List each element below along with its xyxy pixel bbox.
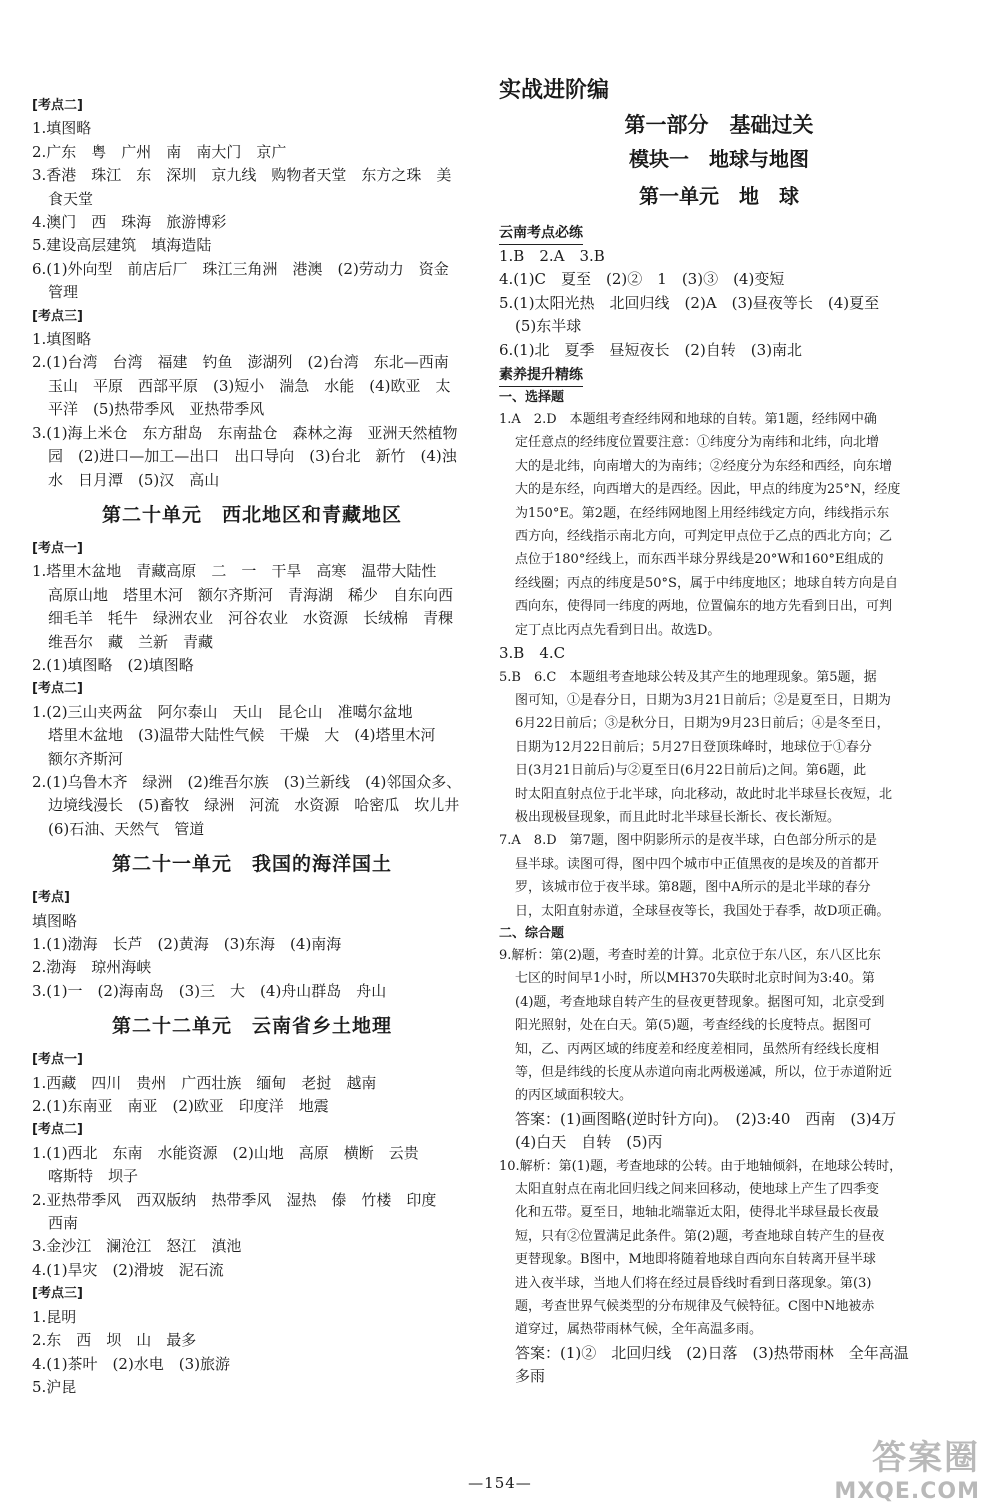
answer-line: 1.B 2.A 3.B bbox=[499, 247, 605, 265]
answer-line: 3.(1)一 (2)海南岛 (3)三 大 (4)舟山群岛 舟山 bbox=[32, 981, 387, 1000]
explanation-q10 bbox=[499, 1155, 939, 1342]
answer-line: 7.A 8.D 第7题，图中阴影所示的是夜半球，白色部分所示的是 bbox=[499, 833, 877, 849]
answer-line: 6.(1)北 夏季 昼短夜长 (2)自转 (3)南北 bbox=[499, 340, 803, 359]
answer-line: (4)题，考查地球自转产生的昼夜更替现象。据图可知，北京受到 bbox=[515, 994, 885, 1010]
answer-line: (5)东半球 bbox=[515, 317, 582, 336]
kaodian-tag: [考点二] bbox=[32, 98, 83, 113]
answer-line: 2.东 西 坝 山 最多 bbox=[32, 1331, 197, 1350]
left-column bbox=[32, 94, 472, 1399]
answer-line: 答案：(1)② 北回归线 (2)日落 (3)热带雨林 全年高温 bbox=[515, 1343, 909, 1362]
answer-line: (4)白天 自转 (5)丙 bbox=[515, 1133, 663, 1152]
answer-line: 的丙区域面积较大。 bbox=[515, 1088, 633, 1104]
answer-line: 西方向，经线指示南北方向，可判定甲点位于乙点的西北方向；乙 bbox=[515, 529, 893, 545]
answer-line: 更替现象。B图中，M地即将随着地球自西向东自转离开昼半球 bbox=[515, 1252, 876, 1268]
answer-line: 2.(1)台湾 台湾 福建 钓鱼 澎湖列 (2)台湾 东北—西南 bbox=[32, 353, 449, 372]
answer-line: (6)石油、天然气 管道 bbox=[48, 819, 205, 838]
answer-line: 时太阳直射点位于北半球，向北移动，故此时北半球昼长夜短，北 bbox=[515, 786, 893, 802]
answer-line: 经线圈；丙点的纬度是50°S，属于中纬度地区；地球自转方向是自 bbox=[515, 575, 898, 591]
answer-line: 2.(1)乌鲁木齐 绿洲 (2)维吾尔族 (3)兰新线 (4)邻国众多、 bbox=[32, 772, 462, 791]
answer-line: 2.亚热带季风 西双版纳 热带季风 湿热 傣 竹楼 印度 bbox=[32, 1190, 437, 1209]
answer-line: 喀斯特 坝子 bbox=[48, 1167, 139, 1186]
answer-line: 罗，该城市位于夜半球。第8题，图中A所示的是北半球的春分 bbox=[515, 880, 871, 896]
answer-line: 园 (2)进口—加工—出口 出口导向 (3)台北 新竹 (4)浊 bbox=[48, 447, 457, 466]
answer-line: 2.广东 粤 广州 南 南大门 京广 bbox=[32, 142, 287, 161]
answer-line: 5.B 6.C 本题组考查地球公转及其产生的地理现象。第5题，据 bbox=[499, 669, 877, 685]
answer-line: 定丁点比丙点先看到日出。故选D。 bbox=[515, 622, 721, 638]
answer-line: 1.西藏 四川 贵州 广西壮族 缅甸 老挝 越南 bbox=[32, 1073, 377, 1092]
watermark-url: MXQE.COM bbox=[834, 1479, 980, 1504]
answer-line: 塔里木盆地 (3)温带大陆性气候 干燥 大 (4)塔里木河 bbox=[48, 726, 436, 745]
kaodian-tag: [考点二] bbox=[32, 681, 83, 697]
answer-line: 1.(1)渤海 长芦 (2)黄海 (3)东海 (4)南海 bbox=[32, 935, 342, 953]
watermark-logo bbox=[834, 1430, 984, 1504]
question-type-heading: 二、综合题 bbox=[499, 925, 565, 941]
answer-line: 3.(1)海上米仓 东方甜岛 东南盐仓 森林之海 亚洲天然植物 bbox=[32, 423, 458, 442]
answer-line: 答案：(1)画图略(逆时针方向)。 (2)3:40 西南 (3)4万 bbox=[515, 1109, 897, 1128]
answer-line: 5.(1)太阳光热 北回归线 (2)A (3)昼夜等长 (4)夏至 bbox=[499, 293, 880, 312]
watermark-text: 答案圈 bbox=[872, 1438, 980, 1478]
answer-line: 细毛羊 牦牛 绿洲农业 河谷农业 水资源 长绒棉 青稞 bbox=[48, 609, 454, 628]
answer-line: 5.建设高层建筑 填海造陆 bbox=[32, 236, 212, 255]
answer-line: 6月22日前后；③是秋分日，日期为9月23日前后；④是冬至日， bbox=[515, 716, 890, 732]
right-column bbox=[499, 74, 939, 1389]
answer-line: 图可知，①是春分日，日期为3月21日前后；②是夏至日，日期为 bbox=[515, 692, 891, 708]
answer-line: 平洋 (5)热带季风 亚热带季风 bbox=[48, 400, 265, 419]
kaodian-tag: [考点一] bbox=[32, 540, 83, 556]
answer-line: 题，考查世界气候类型的分布规律及气候特征。C图中N地被赤 bbox=[515, 1299, 875, 1315]
answer-line: 9.解析：第(2)题，考查时差的计算。北京位于东八区，东八区比东 bbox=[499, 947, 881, 963]
answer-line: 水 日月潭 (5)汉 高山 bbox=[48, 470, 220, 489]
answer-line: 1.昆明 bbox=[32, 1307, 77, 1326]
answer-line: 维吾尔 藏 兰新 青藏 bbox=[48, 632, 214, 651]
answer-line: 为150°E。第2题，在经纬网地图上用经纬线定方向，纬线指示东 bbox=[515, 505, 890, 521]
kd2-block bbox=[32, 117, 472, 304]
answer-line: 1.A 2.D 本题组考查经纬网和地球的自转。第1题，经纬网中确 bbox=[499, 412, 877, 428]
answer-line: 1.(1)西北 东南 水能资源 (2)山地 高原 横断 云贵 bbox=[32, 1143, 419, 1162]
answer-line: 6.(1)外向型 前店后厂 珠江三角洲 港澳 (2)劳动力 资金 bbox=[32, 259, 449, 278]
answer-line: 4.澳门 西 珠海 旅游博彩 bbox=[32, 213, 227, 232]
module-title: 模块一 地球与地图 bbox=[629, 147, 809, 171]
answer-line: 大的是东经，向西增大的是西经。因此，甲点的纬度为25°N，经度 bbox=[515, 482, 901, 498]
answer-line: 4.(1)旱灾 (2)滑坡 泥石流 bbox=[32, 1260, 224, 1279]
answer-line: 日，太阳直射赤道，全球昼夜等长，我国处于春季，故D项正确。 bbox=[515, 903, 890, 919]
answer-line: 2.(1)东南亚 南亚 (2)欧亚 印度洋 地震 bbox=[32, 1097, 329, 1116]
answer-line: 道穿过，属热带雨林气候，全年高温多雨。 bbox=[515, 1322, 763, 1338]
answer-line: 极出现极昼现象，而且此时北半球昼长渐长、夜长渐短。 bbox=[515, 809, 841, 825]
answer-line: 化和五带。夏至日，地轴北端靠近太阳，使得北半球昼最长夜最 bbox=[515, 1205, 880, 1221]
answer-line: 等，但是纬线的长度从赤道向南北两极递减，所以，位于赤道附近 bbox=[515, 1065, 893, 1080]
answer-line: 3.B 4.C bbox=[499, 644, 566, 663]
unit-title: 第二十二单元 云南省乡土地理 bbox=[111, 1015, 392, 1038]
answer-line: 阳光照射，处在白天。第(5)题，考查经线的长度特点。据图可 bbox=[515, 1018, 872, 1034]
part-title: 实战进阶编 bbox=[499, 78, 610, 103]
explanation-q9 bbox=[499, 944, 939, 1108]
answer-line: 5.沪昆 bbox=[32, 1377, 77, 1396]
answer-line: 1.填图略 bbox=[32, 119, 92, 138]
kd3-block bbox=[32, 328, 472, 492]
answer-line: 短，只有②位置满足此条件。第(2)题，考查地球自转产生的昼夜 bbox=[515, 1228, 885, 1244]
answer-line: 高原山地 塔里木河 额尔齐斯河 青海湖 稀少 自东向西 bbox=[48, 585, 454, 604]
answer-line: 进入夜半球，当地人们将在经过晨昏线时看到日落现象。第(3) bbox=[515, 1275, 872, 1291]
answer-line: 1.(2)三山夹两盆 阿尔泰山 天山 昆仑山 准噶尔盆地 bbox=[32, 702, 413, 721]
answer-line: 西向东，使得同一纬度的两地，位置偏东的地方先看到日出，可判 bbox=[515, 599, 893, 615]
question-type-heading: 一、选择题 bbox=[499, 390, 565, 406]
unit-title: 第二十单元 西北地区和青藏地区 bbox=[101, 503, 402, 526]
answer-line: 边境线漫长 (5)畜牧 绿洲 河流 水资源 哈密瓜 坎儿井 bbox=[48, 796, 460, 815]
kaodian-tag: [考点一] bbox=[32, 1052, 83, 1068]
unit-title: 第一单元 地 球 bbox=[639, 184, 799, 208]
answer-line: 10.解析：第(1)题，考查地球的公转。由于地轴倾斜，在地球公转时， bbox=[499, 1158, 903, 1174]
answer-line: 日期为12月22日前后；5月27日登顶珠峰时，地球位于①春分 bbox=[515, 739, 872, 755]
practice-section-title: 云南考点必练 bbox=[499, 222, 583, 245]
answer-line: 4.(1)茶叶 (2)水电 (3)旅游 bbox=[32, 1354, 231, 1373]
answer-line: 2.(1)填图略 (2)填图略 bbox=[32, 655, 194, 674]
practice-section-title: 素养提升精练 bbox=[499, 364, 583, 387]
answer-line: 知，乙、丙两区域的纬度差和经度差相同，虽然所有经线长度相 bbox=[515, 1041, 880, 1057]
answer-line: 日(3月21日前后)与②夏至日(6月22日前后)之间。第6题，此 bbox=[515, 763, 867, 779]
answer-line: 填图略 bbox=[32, 911, 78, 930]
explanation-q1 bbox=[499, 408, 939, 642]
answer-line: 3.香港 珠江 东 深圳 京九线 购物者天堂 东方之珠 美 bbox=[32, 166, 452, 185]
answer-line: 4.(1)C 夏至 (2)② 1 (3)③ (4)变短 bbox=[499, 270, 785, 289]
answer-line: 食天堂 bbox=[48, 189, 94, 208]
answer-line: 玉山 平原 西部平原 (3)短小 湍急 水能 (4)欧亚 太 bbox=[48, 376, 451, 395]
unit-title: 第二十一单元 我国的海洋国土 bbox=[111, 853, 392, 876]
answer-line: 西南 bbox=[48, 1214, 79, 1233]
answer-line: 昼半球。读图可得，图中四个城市中正值黑夜的是埃及的首都开 bbox=[515, 856, 880, 872]
answer-line: 1.塔里木盆地 青藏高原 二 一 干旱 高寒 温带大陆性 bbox=[32, 562, 437, 581]
kaodian-tag: [考点二] bbox=[32, 1122, 83, 1138]
page-number: —154— bbox=[468, 1474, 532, 1492]
kaodian-tag: [考点] bbox=[32, 890, 70, 906]
section-title: 第一部分 基础过关 bbox=[624, 113, 814, 137]
answer-line: 太阳直射点在南北回归线之间来回移动，使地球上产生了四季变 bbox=[515, 1182, 880, 1198]
answer-line: 1.填图略 bbox=[32, 330, 92, 349]
kaodian-tag: [考点三] bbox=[32, 308, 83, 324]
answer-line: 大的是北纬，向南增大的为南纬；②经度分为东经和西经，向东增 bbox=[515, 458, 893, 474]
answer-line: 多雨 bbox=[515, 1367, 546, 1386]
answer-line: 3.金沙江 澜沧江 怒江 滇池 bbox=[32, 1237, 242, 1256]
answer-line: 定任意点的经纬度位置要注意：①纬度分为南纬和北纬，向北增 bbox=[515, 435, 880, 451]
explanation-q5 bbox=[499, 666, 939, 830]
answer-line: 2.渤海 琼州海峡 bbox=[32, 958, 152, 977]
explanation-q7 bbox=[499, 829, 939, 923]
kaodian-tag: [考点三] bbox=[32, 1286, 83, 1302]
answer-line: 七区的时间早1小时，所以MH370失联时北京时间为3:40。第 bbox=[515, 971, 875, 987]
answer-line: 点位于180°经线上，而东西半球分界线是20°W和160°E组成的 bbox=[515, 552, 884, 568]
answer-line: 额尔齐斯河 bbox=[48, 749, 124, 768]
answer-line: 管理 bbox=[48, 283, 79, 302]
